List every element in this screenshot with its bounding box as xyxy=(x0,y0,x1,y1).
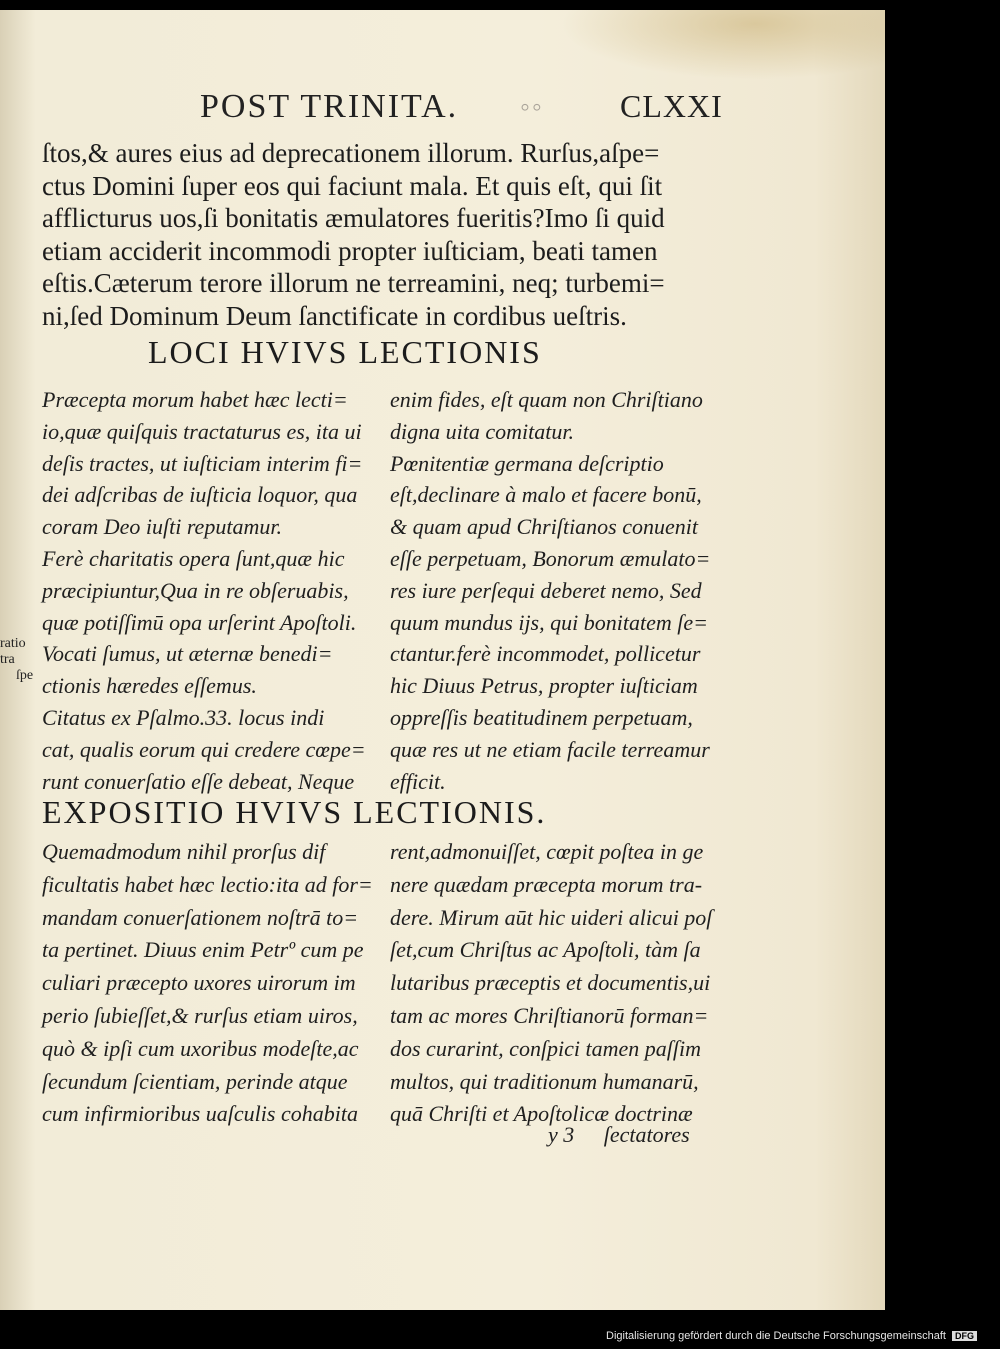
digitization-credit xyxy=(606,1330,977,1342)
text-line: cum infirmioribus uaſculis cohabita xyxy=(42,1101,358,1127)
expositio-left-column xyxy=(42,836,373,1131)
text-line: rent,admonuiſſet, cœpit poſtea in ge xyxy=(390,839,704,864)
bleed-through-mark: ◦◦ xyxy=(520,92,544,123)
text-line: quæ potiſſimū opa urſerint Apoſtoli. xyxy=(42,609,357,635)
text-line: Quemadmodum nihil prorſus dif xyxy=(42,839,326,864)
text-line: ficultatis habet hæc lectio:ita ad for= xyxy=(42,871,373,897)
text-line: perio ſubieſſet,& rurſus etiam uiros, xyxy=(42,1002,358,1028)
intro-line: ctus Domini ſuper eos qui faciunt mala. Et quis eſt, qui ſit xyxy=(42,170,663,201)
loci-right-column xyxy=(390,384,710,797)
text-line: lutaribus præceptis et documentis,ui xyxy=(390,970,711,996)
margin-note-line: ſpe xyxy=(16,668,34,683)
text-line: & quam apud Chriſtianos conuenit xyxy=(390,514,698,540)
margin-note-line: ratio xyxy=(0,636,26,651)
signature-mark: y 3 xyxy=(548,1122,575,1147)
margin-note xyxy=(0,636,33,684)
catchword-line xyxy=(548,1122,690,1148)
margin-note-line: tra xyxy=(0,652,15,667)
folio-number: CLXXI xyxy=(620,88,723,124)
text-line: runt conuerſatio eſſe debeat, Neque xyxy=(42,768,355,794)
text-line: digna uita comitatur. xyxy=(390,418,574,444)
text-line: hic Diuus Petrus, propter iuſticiam xyxy=(390,673,698,699)
text-line: Citatus ex Pſalmo.33. locus indi xyxy=(42,704,325,730)
text-line: Ferè charitatis opera ſunt,quæ hic xyxy=(42,545,345,571)
text-line: dere. Mirum aūt hic uideri alicui poſ xyxy=(390,904,713,930)
text-line: ta pertinet. Diuus enim Petrº cum pe xyxy=(42,937,364,963)
text-line: Vocati ſumus, ut æternæ benedi= xyxy=(42,641,333,667)
intro-line: etiam acciderit incommodi propter iuſticiam, beati tamen xyxy=(42,235,658,266)
text-line: multos, qui traditionum humanarū, xyxy=(390,1068,699,1094)
text-line: mandam conuerſationem noſtrā to= xyxy=(42,904,359,930)
text-line: dei adſcribas de iuſticia loquor, qua xyxy=(42,482,358,508)
text-line: nere quædam præcepta morum tra- xyxy=(390,871,703,897)
text-line: deſis tractes, ut iuſticiam interim fi= xyxy=(42,450,363,476)
text-line: quæ res ut ne etiam facile terreamur xyxy=(390,736,710,762)
text-line: Præcepta morum habet hæc lecti= xyxy=(42,387,348,412)
text-line: efficit. xyxy=(390,768,446,794)
text-line: quā Chriſti et Apoſtolicæ doctrinæ xyxy=(390,1101,693,1127)
text-line: Pœnitentiæ germana deſcriptio xyxy=(390,450,664,476)
text-line: dos curarint, conſpici tamen paſſim xyxy=(390,1035,702,1061)
text-line: cat, qualis eorum qui credere cœpe= xyxy=(42,736,366,762)
book-page xyxy=(0,10,885,1310)
dfg-logo: DFG xyxy=(952,1331,977,1341)
text-line: quum mundus ijs, qui bonitatem ſe= xyxy=(390,609,708,635)
credit-text: Digitalisierung gefördert durch die Deutsche Forschungsgemeinschaft xyxy=(606,1330,946,1342)
text-line: quò & ipſi cum uxoribus modeſte,ac xyxy=(42,1035,359,1061)
text-line: res iure perſequi deberet nemo, Sed xyxy=(390,577,702,603)
text-line: coram Deo iuſti reputamur. xyxy=(42,514,282,540)
text-line: ſecundum ſcientiam, perinde atque xyxy=(42,1068,348,1094)
loci-heading: LOCI HVIVS LECTIONIS xyxy=(148,334,542,370)
text-line: tam ac mores Chriſtianorū forman= xyxy=(390,1002,709,1028)
intro-line: ſtos,& aures eius ad deprecationem illorum. Rurſus,aſpe= xyxy=(42,138,660,168)
text-line: culiari præcepto uxores uirorum im xyxy=(42,970,356,996)
running-title: POST TRINITA. xyxy=(200,88,459,125)
text-line: ſet,cum Chriſtus ac Apoſtoli, tàm ſa xyxy=(390,937,701,963)
intro-line: eſtis.Cæterum terore illorum ne terreamini, neq; turbemi= xyxy=(42,268,665,298)
text-line: ctantur.ferè incommodet, pollicetur xyxy=(390,641,701,667)
intro-text-block xyxy=(42,137,742,332)
intro-line: ni,ſed Dominum Deum ſanctificate in cordibus ueſtris. xyxy=(42,300,627,331)
intro-line: afflicturus uos,ſi bonitatis æmulatores fueritis?Imo ſi quid xyxy=(42,203,665,233)
text-line: eſſe perpetuam, Bonorum æmulato= xyxy=(390,545,711,571)
text-line: io,quæ quiſquis tractaturus es, ita ui xyxy=(42,418,362,444)
text-line: enim fides, eſt quam non Chriſtiano xyxy=(390,387,703,412)
expositio-heading: EXPOSITIO HVIVS LECTIONIS. xyxy=(42,794,547,830)
loci-left-column xyxy=(42,384,366,797)
catchword: ſectatores xyxy=(603,1122,690,1147)
text-line: eſt,declinare à malo et facere bonū, xyxy=(390,482,702,508)
text-line: ctionis hæredes eſſemus. xyxy=(42,673,257,699)
text-line: oppreſſis beatitudinem perpetuam, xyxy=(390,704,693,730)
text-line: præcipiuntur,Qua in re obſeruabis, xyxy=(42,577,349,603)
expositio-right-column xyxy=(390,836,712,1131)
water-stain xyxy=(560,10,885,80)
